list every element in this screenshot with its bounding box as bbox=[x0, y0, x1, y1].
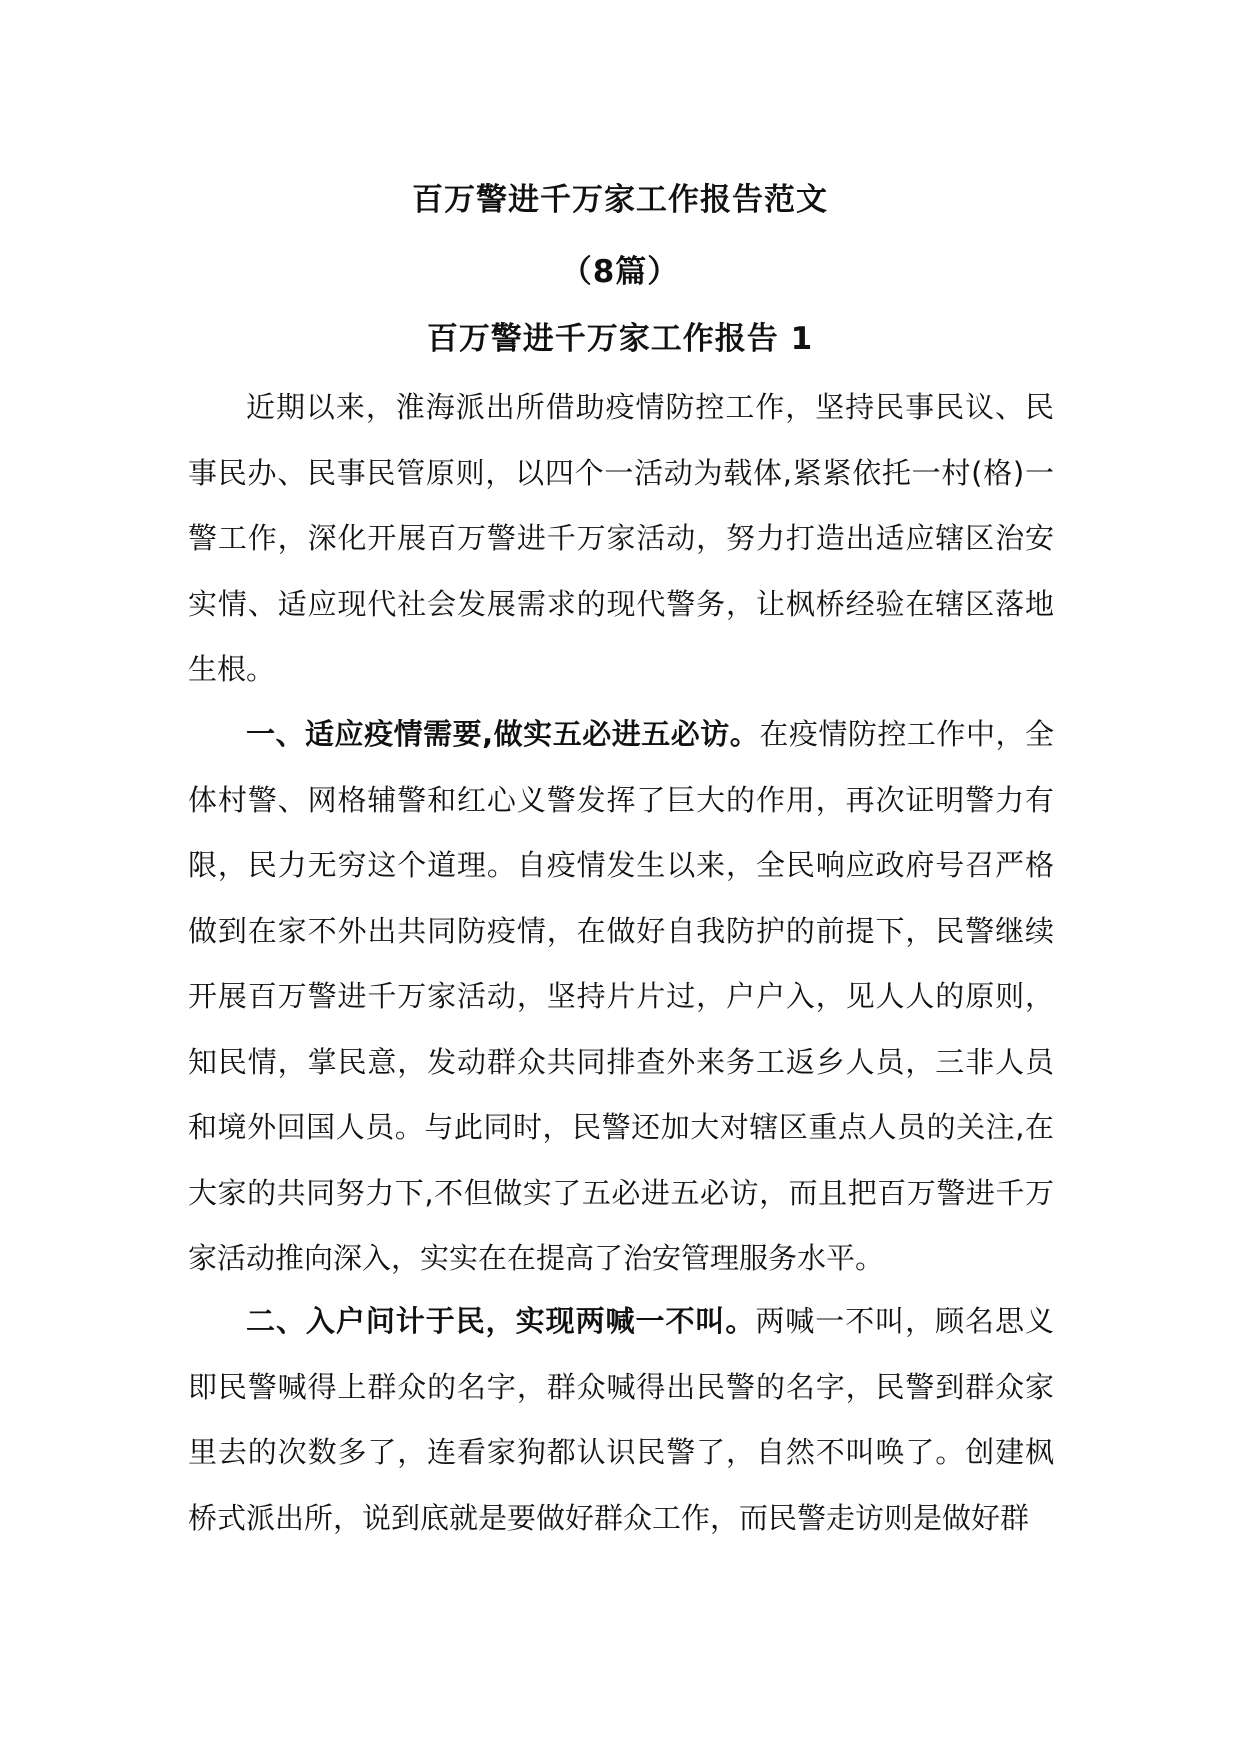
document-subtitle: （8篇） bbox=[560, 254, 680, 290]
paragraph-text: 近期以来，淮海派出所借助疫情防控工作，坚持民事民议、民事民办、民事民管原则，以四个一活动为载体,紧紧依托一村(格)一警工作，深化开展百万警进千万家活动，努力打造出适应辖区治安实情、适应现代社会发展需求的现代警务，让枫桥经验在辖区落地生根。 bbox=[188, 390, 1054, 686]
paragraph-lead-heading: 二、入户问计于民，实现两喊一不叫。 bbox=[246, 1304, 756, 1338]
paragraph-text: 两喊一不叫，顾名思义即民警喊得上群众的名字，群众喊得出民警的名字，民警到群众家里去的次数多了，连看家狗都认识民警了，自然不叫唤了。创建枫桥式派出所，说到底就是要做好群众工作，而民警走访则是做好群 bbox=[188, 1304, 1054, 1535]
paragraph-section-1 bbox=[188, 702, 1054, 1292]
paragraph-intro bbox=[188, 375, 1054, 703]
section-title: 百万警进千万家工作报告 1 bbox=[426, 321, 814, 357]
paragraph-lead-heading: 一、适应疫情需要,做实五必进五必访。 bbox=[246, 717, 760, 751]
paragraph-section-2 bbox=[188, 1289, 1054, 1551]
document-title: 百万警进千万家工作报告范文 bbox=[412, 182, 828, 218]
paragraph-text: 在疫情防控工作中，全体村警、网格辅警和红心义警发挥了巨大的作用，再次证明警力有限，民力无穷这个道理。自疫情发生以来，全民响应政府号召严格做到在家不外出共同防疫情，在做好自我防护的前提下，民警继续开展百万警进千万家活动，坚持片片过，户户入，见人人的原则，知民情，掌民意，发动群众共同排查外来务工返乡人员，三非人员和境外回国人员。与此同时，民警还加大对辖区重点人员的关注,在大家的共同努力下,不但做实了五必进五必访，而且把百万警进千万家活动推向深入，实实在在提高了治安管理服务水平。 bbox=[188, 717, 1054, 1275]
